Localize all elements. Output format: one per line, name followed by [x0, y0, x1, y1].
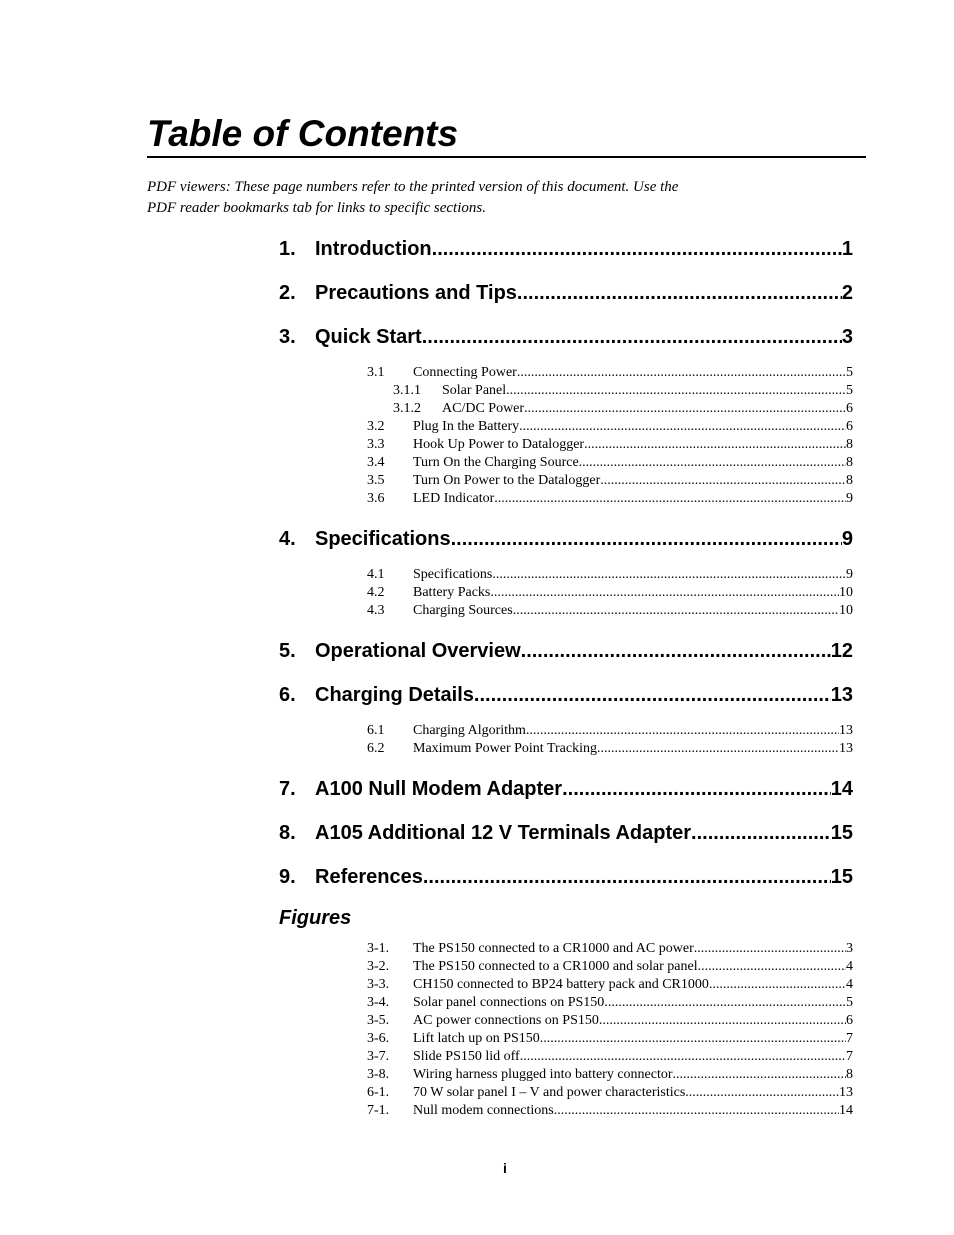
toc-chapter-entry[interactable] [279, 678, 853, 722]
subsection-page: 8 [846, 437, 853, 452]
subsection-title: AC/DC Power [442, 401, 525, 416]
toc-subsection-entry[interactable] [367, 472, 853, 490]
dot-leader [694, 940, 846, 958]
subsection-number: 6.2 [367, 741, 385, 756]
figure-title: The PS150 connected to a CR1000 and solar panel [413, 959, 698, 974]
subsection-number: 3.6 [367, 491, 385, 506]
figure-page: 3 [846, 941, 853, 956]
subsection-number: 4.3 [367, 603, 385, 618]
chapter-page: 15 [830, 866, 853, 888]
dot-leader [513, 602, 839, 620]
toc-chapter-entry[interactable] [279, 772, 853, 816]
figure-entry[interactable] [367, 1048, 853, 1066]
dot-leader [685, 1084, 839, 1102]
page-number: i [503, 1160, 507, 1176]
page-title: Table of Contents [147, 113, 459, 154]
dot-leader [691, 816, 831, 850]
subsection-title: Battery Packs [413, 585, 491, 600]
figure-title: AC power connections on PS150 [413, 1013, 599, 1028]
subsection-page: 8 [846, 473, 853, 488]
toc-subsection-list [367, 364, 853, 508]
subsection-title: Charging Algorithm [413, 723, 526, 738]
dot-leader [490, 584, 839, 602]
toc-subsection-entry[interactable] [367, 400, 853, 418]
figure-page: 7 [846, 1049, 853, 1064]
dot-leader [519, 418, 846, 436]
dot-leader [600, 472, 846, 490]
figure-entry[interactable] [367, 1030, 853, 1048]
figure-entry[interactable] [367, 1066, 853, 1084]
subsection-page: 13 [839, 723, 853, 738]
dot-leader [494, 490, 846, 508]
toc-subsection-entry[interactable] [367, 566, 853, 584]
figure-page: 8 [846, 1067, 853, 1082]
figure-number: 3-3. [367, 977, 390, 992]
figure-page: 4 [846, 977, 853, 992]
chapter-title: Introduction [315, 238, 432, 260]
figure-title: CH150 connected to BP24 battery pack and CR1000 [413, 977, 709, 992]
chapter-number: 8. [279, 822, 296, 844]
figure-title: Null modem connections [413, 1103, 554, 1118]
subsection-title: Solar Panel [442, 383, 507, 398]
dot-leader [432, 232, 842, 266]
toc-chapter-entry[interactable] [279, 522, 853, 566]
toc-subsection-entry[interactable] [367, 602, 853, 620]
toc-subsection-entry[interactable] [367, 722, 853, 740]
subsection-page: 5 [846, 365, 853, 380]
toc-subsection-entry[interactable] [367, 382, 853, 400]
dot-leader [492, 566, 846, 584]
dot-leader [451, 522, 842, 556]
toc-chapter-entry[interactable] [279, 232, 853, 276]
subsection-number: 3.5 [367, 473, 385, 488]
figure-page: 6 [846, 1013, 853, 1028]
subsection-title: Hook Up Power to Datalogger [413, 437, 585, 452]
toc-subsection-entry[interactable] [367, 436, 853, 454]
subsection-page: 5 [846, 383, 853, 398]
figure-title: 70 W solar panel I – V and power characteristics [413, 1085, 686, 1100]
dot-leader [423, 860, 831, 894]
chapter-title: A105 Additional 12 V Terminals Adapter [315, 822, 692, 844]
toc-chapter-entry[interactable] [279, 276, 853, 320]
dot-leader [554, 1102, 839, 1120]
toc-subsection-entry[interactable] [367, 364, 853, 382]
chapter-page: 14 [830, 778, 853, 800]
subsection-number: 6.1 [367, 723, 385, 738]
figure-title: The PS150 connected to a CR1000 and AC power [413, 941, 694, 956]
figure-entry[interactable] [367, 976, 853, 994]
toc-subsection-list [367, 722, 853, 758]
chapter-number: 2. [279, 282, 296, 304]
note-line-2: PDF reader bookmarks tab for links to specific sections. [147, 200, 486, 216]
subsection-number: 4.1 [367, 567, 385, 582]
chapter-page: 2 [841, 282, 853, 304]
toc-chapter-entry[interactable] [279, 860, 853, 904]
figure-number: 3-7. [367, 1049, 390, 1064]
figure-page: 5 [846, 995, 853, 1010]
figure-entry[interactable] [367, 1012, 853, 1030]
subsection-number: 3.3 [367, 437, 385, 452]
toc-subsection-entry[interactable] [367, 418, 853, 436]
dot-leader [698, 958, 846, 976]
figure-entry[interactable] [367, 1084, 853, 1102]
toc-chapter-entry[interactable] [279, 634, 853, 678]
title-rule [147, 156, 866, 158]
dot-leader [521, 634, 831, 668]
chapter-title: Quick Start [315, 326, 422, 348]
dot-leader [579, 454, 846, 472]
dot-leader [597, 740, 839, 758]
subsection-number: 3.4 [367, 455, 385, 470]
dot-leader [562, 772, 831, 806]
toc-subsection-entry[interactable] [367, 490, 853, 508]
figure-number: 3-6. [367, 1031, 390, 1046]
subsection-title: Maximum Power Point Tracking [413, 741, 597, 756]
dot-leader [540, 1030, 846, 1048]
subsection-page: 8 [846, 455, 853, 470]
chapter-title: Charging Details [315, 684, 474, 706]
subsection-page: 6 [846, 401, 853, 416]
figure-page: 13 [839, 1085, 853, 1100]
figures-list [367, 940, 853, 1120]
figure-number: 3-8. [367, 1067, 390, 1082]
chapter-title: References [315, 866, 423, 888]
chapter-number: 6. [279, 684, 296, 706]
subsection-page: 9 [846, 567, 853, 582]
subsection-title: Connecting Power [413, 365, 517, 380]
dot-leader [474, 678, 831, 712]
dot-leader [673, 1066, 846, 1084]
chapter-title: Operational Overview [315, 640, 521, 662]
subsection-page: 6 [846, 419, 853, 434]
dot-leader [599, 1012, 846, 1030]
dot-leader [709, 976, 846, 994]
figure-entry[interactable] [367, 994, 853, 1012]
toc-chapter-entry[interactable] [279, 320, 853, 364]
toc-subsection-list [367, 566, 853, 620]
subsection-number: 3.1.2 [393, 401, 421, 416]
subsection-page: 10 [839, 603, 853, 618]
toc-subsection-entry[interactable] [367, 584, 853, 602]
chapter-number: 4. [279, 528, 296, 550]
dot-leader [526, 722, 839, 740]
figure-entry[interactable] [367, 940, 853, 958]
chapter-page: 12 [830, 640, 853, 662]
dot-leader [520, 1048, 846, 1066]
subsection-title: Charging Sources [413, 603, 513, 618]
subsection-number: 4.2 [367, 585, 385, 600]
chapter-page: 9 [841, 528, 853, 550]
figure-entry[interactable] [367, 958, 853, 976]
pdf-viewer-note [147, 177, 807, 219]
subsection-title: Turn On the Charging Source [413, 455, 579, 470]
chapter-page: 1 [841, 238, 853, 260]
chapter-number: 3. [279, 326, 296, 348]
figure-number: 3-5. [367, 1013, 390, 1028]
chapter-title: Specifications [315, 528, 451, 550]
figures-heading: Figures [279, 907, 352, 929]
dot-leader [584, 436, 846, 454]
chapter-title: A100 Null Modem Adapter [315, 778, 563, 800]
subsection-page: 10 [839, 585, 853, 600]
dot-leader [604, 994, 846, 1012]
subsection-number: 3.1.1 [393, 383, 421, 398]
dot-leader [524, 400, 846, 418]
subsection-number: 3.1 [367, 365, 385, 380]
figure-title: Slide PS150 lid off [413, 1049, 520, 1064]
figure-number: 3-2. [367, 959, 390, 974]
subsection-title: Specifications [413, 567, 493, 582]
subsection-number: 3.2 [367, 419, 385, 434]
dot-leader [517, 276, 842, 310]
chapter-page: 3 [841, 326, 853, 348]
figure-number: 6-1. [367, 1085, 390, 1100]
chapter-number: 7. [279, 778, 296, 800]
dot-leader [422, 320, 842, 354]
figure-page: 7 [846, 1031, 853, 1046]
subsection-page: 13 [839, 741, 853, 756]
note-line-1: PDF viewers: These page numbers refer to the printed version of this document. Use the [147, 179, 679, 195]
chapter-page: 15 [830, 822, 853, 844]
subsection-title: Plug In the Battery [413, 419, 520, 434]
chapter-number: 9. [279, 866, 296, 888]
figure-number: 3-1. [367, 941, 390, 956]
figure-page: 14 [839, 1103, 853, 1118]
toc-chapter-entry[interactable] [279, 816, 853, 860]
subsection-title: Turn On Power to the Datalogger [413, 473, 601, 488]
subsection-title: LED Indicator [413, 491, 495, 506]
toc-subsection-entry[interactable] [367, 740, 853, 758]
figure-number: 3-4. [367, 995, 390, 1010]
dot-leader [517, 364, 846, 382]
chapter-number: 5. [279, 640, 296, 662]
chapter-number: 1. [279, 238, 296, 260]
dot-leader [506, 382, 846, 400]
subsection-page: 9 [846, 491, 853, 506]
chapter-title: Precautions and Tips [315, 282, 517, 304]
figure-title: Wiring harness plugged into battery connector [413, 1067, 673, 1082]
figure-title: Lift latch up on PS150 [413, 1031, 540, 1046]
figure-number: 7-1. [367, 1103, 390, 1118]
table-of-contents [279, 232, 853, 1134]
figure-title: Solar panel connections on PS150 [413, 995, 605, 1010]
toc-subsection-entry[interactable] [367, 454, 853, 472]
figure-page: 4 [846, 959, 853, 974]
figure-entry[interactable] [367, 1102, 853, 1120]
chapter-page: 13 [830, 684, 853, 706]
